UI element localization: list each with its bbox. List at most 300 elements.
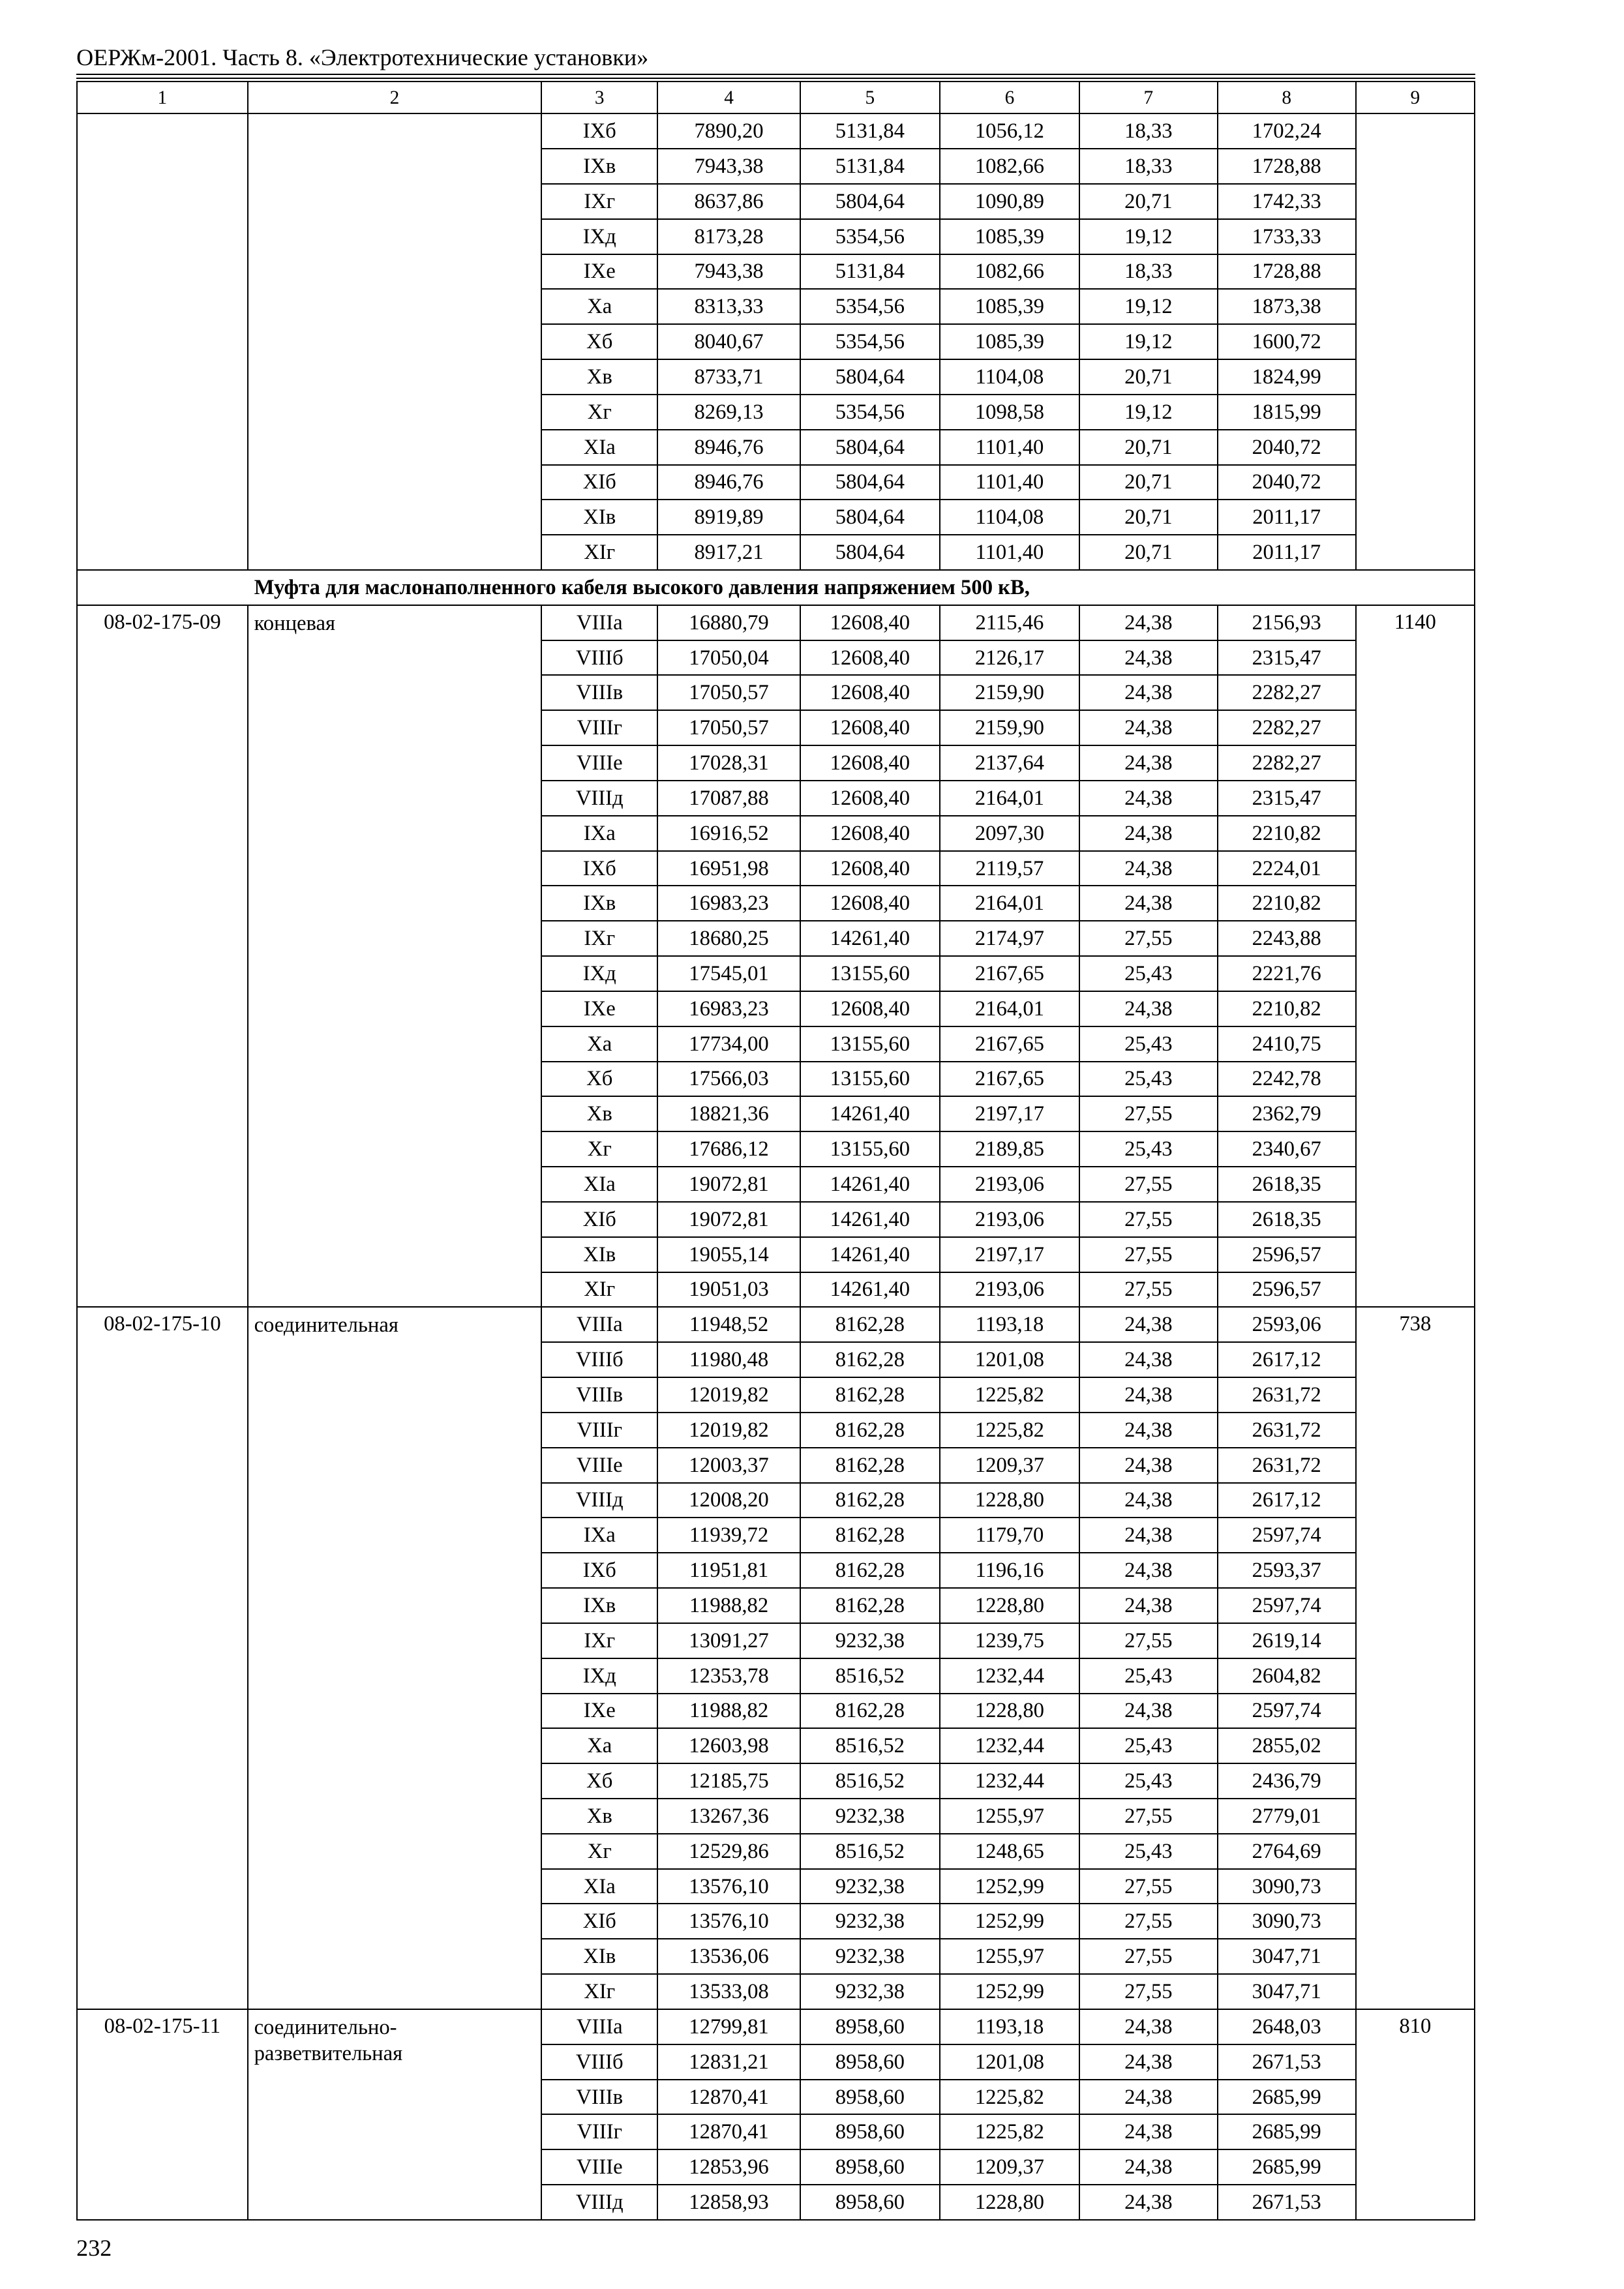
machinist-wage-cell: 24,38 <box>1079 710 1218 745</box>
running-header: ОЕРЖм-2001. Часть 8. «Электротехнические установки» <box>76 44 649 70</box>
material-cost-cell: 1600,72 <box>1218 324 1356 359</box>
machinist-wage-cell: 20,71 <box>1079 184 1218 219</box>
total-cost-cell: 12008,20 <box>657 1483 800 1518</box>
labor-cost-cell: 12608,40 <box>800 605 940 640</box>
total-cost-cell: 12603,98 <box>657 1728 800 1763</box>
variant-cell: XIа <box>541 430 657 465</box>
machine-cost-cell: 1255,97 <box>940 1799 1079 1834</box>
total-cost-cell: 8173,28 <box>657 219 800 254</box>
total-cost-cell: 16880,79 <box>657 605 800 640</box>
weight-cell: 810 <box>1356 2009 1475 2220</box>
column-number-cell: 5 <box>800 82 940 113</box>
machine-cost-cell: 1101,40 <box>940 465 1079 500</box>
material-cost-cell: 2593,06 <box>1218 1307 1356 1342</box>
machine-cost-cell: 2164,01 <box>940 886 1079 921</box>
variant-cell: XIа <box>541 1869 657 1904</box>
material-cost-cell: 3090,73 <box>1218 1904 1356 1939</box>
total-cost-cell: 7943,38 <box>657 149 800 184</box>
total-cost-cell: 19072,81 <box>657 1167 800 1202</box>
variant-cell: VIIIд <box>541 781 657 816</box>
variant-cell: VIIIв <box>541 1377 657 1413</box>
column-number-cell: 7 <box>1079 82 1218 113</box>
variant-cell: IXг <box>541 184 657 219</box>
machine-cost-cell: 2159,90 <box>940 710 1079 745</box>
header-rule <box>76 74 1475 75</box>
variant-cell: VIIIг <box>541 2114 657 2149</box>
column-number-cell: 4 <box>657 82 800 113</box>
machinist-wage-cell: 18,33 <box>1079 113 1218 149</box>
total-cost-cell: 17050,57 <box>657 675 800 710</box>
variant-cell: IXа <box>541 1518 657 1553</box>
labor-cost-cell: 5131,84 <box>800 254 940 290</box>
labor-cost-cell: 13155,60 <box>800 1062 940 1097</box>
total-cost-cell: 16983,23 <box>657 886 800 921</box>
machine-cost-cell: 1228,80 <box>940 1694 1079 1729</box>
variant-cell: XIб <box>541 465 657 500</box>
machinist-wage-cell: 27,55 <box>1079 1167 1218 1202</box>
labor-cost-cell: 9232,38 <box>800 1869 940 1904</box>
page-number: 232 <box>76 2235 112 2262</box>
machinist-wage-cell: 24,38 <box>1079 1413 1218 1448</box>
machinist-wage-cell: 24,38 <box>1079 886 1218 921</box>
labor-cost-cell: 12608,40 <box>800 851 940 886</box>
machine-cost-cell: 2126,17 <box>940 640 1079 676</box>
variant-cell: IXг <box>541 921 657 956</box>
column-number-cell: 3 <box>541 82 657 113</box>
machinist-wage-cell: 24,38 <box>1079 605 1218 640</box>
material-cost-cell: 1728,88 <box>1218 149 1356 184</box>
labor-cost-cell: 14261,40 <box>800 1202 940 1237</box>
labor-cost-cell: 8162,28 <box>800 1307 940 1342</box>
material-cost-cell: 1742,33 <box>1218 184 1356 219</box>
column-number-cell: 6 <box>940 82 1079 113</box>
name-cell: соединительно-разветвительная <box>248 2009 542 2220</box>
material-cost-cell: 2685,99 <box>1218 2149 1356 2185</box>
material-cost-cell: 2282,27 <box>1218 675 1356 710</box>
labor-cost-cell: 9232,38 <box>800 1974 940 2009</box>
material-cost-cell: 2619,14 <box>1218 1623 1356 1658</box>
total-cost-cell: 17050,04 <box>657 640 800 676</box>
machine-cost-cell: 1193,18 <box>940 2009 1079 2044</box>
machine-cost-cell: 1232,44 <box>940 1763 1079 1799</box>
total-cost-cell: 12870,41 <box>657 2114 800 2149</box>
weight-cell: 1140 <box>1356 605 1475 1308</box>
material-cost-cell: 2156,93 <box>1218 605 1356 640</box>
machinist-wage-cell: 24,38 <box>1079 1307 1218 1342</box>
name-cell: концевая <box>248 605 542 1308</box>
machinist-wage-cell: 24,38 <box>1079 1342 1218 1377</box>
machine-cost-cell: 1228,80 <box>940 1483 1079 1518</box>
machinist-wage-cell: 24,38 <box>1079 1694 1218 1729</box>
machine-cost-cell: 1056,12 <box>940 113 1079 149</box>
code-cell: 08-02-175-09 <box>77 605 247 1308</box>
labor-cost-cell: 5804,64 <box>800 430 940 465</box>
material-cost-cell: 2282,27 <box>1218 745 1356 781</box>
machine-cost-cell: 1255,97 <box>940 1939 1079 1974</box>
machinist-wage-cell: 24,38 <box>1079 745 1218 781</box>
machinist-wage-cell: 25,43 <box>1079 1062 1218 1097</box>
labor-cost-cell: 8516,52 <box>800 1834 940 1869</box>
labor-cost-cell: 12608,40 <box>800 781 940 816</box>
material-cost-cell: 3090,73 <box>1218 1869 1356 1904</box>
variant-cell: VIIIг <box>541 1413 657 1448</box>
variant-cell: VIIIб <box>541 640 657 676</box>
total-cost-cell: 13576,10 <box>657 1904 800 1939</box>
labor-cost-cell: 5354,56 <box>800 324 940 359</box>
labor-cost-cell: 13155,60 <box>800 1131 940 1167</box>
variant-cell: IXд <box>541 219 657 254</box>
machinist-wage-cell: 25,43 <box>1079 1131 1218 1167</box>
total-cost-cell: 8269,13 <box>657 395 800 430</box>
machine-cost-cell: 1104,08 <box>940 500 1079 535</box>
total-cost-cell: 13091,27 <box>657 1623 800 1658</box>
machinist-wage-cell: 24,38 <box>1079 781 1218 816</box>
machinist-wage-cell: 19,12 <box>1079 395 1218 430</box>
material-cost-cell: 2315,47 <box>1218 640 1356 676</box>
machine-cost-cell: 2119,57 <box>940 851 1079 886</box>
total-cost-cell: 11988,82 <box>657 1694 800 1729</box>
total-cost-cell: 12353,78 <box>657 1658 800 1694</box>
material-cost-cell: 2597,74 <box>1218 1588 1356 1623</box>
labor-cost-cell: 12608,40 <box>800 640 940 676</box>
machine-cost-cell: 1248,65 <box>940 1834 1079 1869</box>
variant-cell: IXа <box>541 816 657 851</box>
total-cost-cell: 8919,89 <box>657 500 800 535</box>
variant-cell: IXг <box>541 1623 657 1658</box>
machinist-wage-cell: 25,43 <box>1079 1763 1218 1799</box>
material-cost-cell: 1733,33 <box>1218 219 1356 254</box>
material-cost-cell: 3047,71 <box>1218 1974 1356 2009</box>
total-cost-cell: 11939,72 <box>657 1518 800 1553</box>
labor-cost-cell: 9232,38 <box>800 1904 940 1939</box>
name-cell <box>248 113 542 570</box>
labor-cost-cell: 8162,28 <box>800 1342 940 1377</box>
variant-cell: VIIIб <box>541 1342 657 1377</box>
labor-cost-cell: 5804,64 <box>800 184 940 219</box>
labor-cost-cell: 12608,40 <box>800 745 940 781</box>
machine-cost-cell: 2159,90 <box>940 675 1079 710</box>
labor-cost-cell: 5804,64 <box>800 465 940 500</box>
machinist-wage-cell: 24,38 <box>1079 2185 1218 2220</box>
machinist-wage-cell: 24,38 <box>1079 1588 1218 1623</box>
header-rule <box>76 78 1475 79</box>
machine-cost-cell: 1193,18 <box>940 1307 1079 1342</box>
material-cost-cell: 2410,75 <box>1218 1026 1356 1062</box>
weight-cell: 738 <box>1356 1307 1475 2009</box>
machinist-wage-cell: 24,38 <box>1079 2149 1218 2185</box>
total-cost-cell: 8040,67 <box>657 324 800 359</box>
variant-cell: Xб <box>541 1062 657 1097</box>
table-row <box>77 1307 1475 1342</box>
labor-cost-cell: 12608,40 <box>800 886 940 921</box>
material-cost-cell: 2224,01 <box>1218 851 1356 886</box>
labor-cost-cell: 8958,60 <box>800 2009 940 2044</box>
column-number-cell: 8 <box>1218 82 1356 113</box>
total-cost-cell: 19051,03 <box>657 1272 800 1308</box>
material-cost-cell: 1728,88 <box>1218 254 1356 290</box>
material-cost-cell: 2671,53 <box>1218 2044 1356 2080</box>
machine-cost-cell: 2167,65 <box>940 1062 1079 1097</box>
labor-cost-cell: 8162,28 <box>800 1553 940 1588</box>
total-cost-cell: 8733,71 <box>657 359 800 395</box>
material-cost-cell: 2604,82 <box>1218 1658 1356 1694</box>
section-title: Муфта для маслонаполненного кабеля высокого давления напряжением 500 кВ, <box>77 570 1475 605</box>
labor-cost-cell: 8958,60 <box>800 2114 940 2149</box>
machinist-wage-cell: 20,71 <box>1079 535 1218 570</box>
machine-cost-cell: 2197,17 <box>940 1237 1079 1272</box>
variant-cell: IXб <box>541 113 657 149</box>
machine-cost-cell: 2115,46 <box>940 605 1079 640</box>
variant-cell: XIг <box>541 1974 657 2009</box>
machine-cost-cell: 2097,30 <box>940 816 1079 851</box>
labor-cost-cell: 5804,64 <box>800 359 940 395</box>
machine-cost-cell: 2197,17 <box>940 1096 1079 1131</box>
material-cost-cell: 2593,37 <box>1218 1553 1356 1588</box>
labor-cost-cell: 14261,40 <box>800 1272 940 1308</box>
variant-cell: Xв <box>541 359 657 395</box>
machine-cost-cell: 1179,70 <box>940 1518 1079 1553</box>
machine-cost-cell: 1090,89 <box>940 184 1079 219</box>
total-cost-cell: 17686,12 <box>657 1131 800 1167</box>
variant-cell: XIг <box>541 1272 657 1308</box>
machinist-wage-cell: 27,55 <box>1079 1096 1218 1131</box>
labor-cost-cell: 8162,28 <box>800 1694 940 1729</box>
variant-cell: VIIIб <box>541 2044 657 2080</box>
machinist-wage-cell: 24,38 <box>1079 1448 1218 1483</box>
name-cell: соединительная <box>248 1307 542 2009</box>
machinist-wage-cell: 18,33 <box>1079 254 1218 290</box>
material-cost-cell: 2596,57 <box>1218 1237 1356 1272</box>
machinist-wage-cell: 27,55 <box>1079 1939 1218 1974</box>
variant-cell: Xг <box>541 395 657 430</box>
material-cost-cell: 2210,82 <box>1218 991 1356 1026</box>
variant-cell: Xв <box>541 1096 657 1131</box>
material-cost-cell: 2779,01 <box>1218 1799 1356 1834</box>
material-cost-cell: 2618,35 <box>1218 1202 1356 1237</box>
labor-cost-cell: 14261,40 <box>800 1096 940 1131</box>
labor-cost-cell: 5131,84 <box>800 149 940 184</box>
total-cost-cell: 12529,86 <box>657 1834 800 1869</box>
variant-cell: Xа <box>541 1026 657 1062</box>
material-cost-cell: 2631,72 <box>1218 1448 1356 1483</box>
variant-cell: XIб <box>541 1202 657 1237</box>
material-cost-cell: 2210,82 <box>1218 886 1356 921</box>
material-cost-cell: 2243,88 <box>1218 921 1356 956</box>
machine-cost-cell: 1201,08 <box>940 1342 1079 1377</box>
labor-cost-cell: 8516,52 <box>800 1763 940 1799</box>
material-cost-cell: 3047,71 <box>1218 1939 1356 1974</box>
machinist-wage-cell: 24,38 <box>1079 1518 1218 1553</box>
labor-cost-cell: 5354,56 <box>800 289 940 324</box>
machinist-wage-cell: 24,38 <box>1079 675 1218 710</box>
machinist-wage-cell: 19,12 <box>1079 289 1218 324</box>
machinist-wage-cell: 24,38 <box>1079 1553 1218 1588</box>
table-row <box>77 605 1475 640</box>
total-cost-cell: 8946,76 <box>657 430 800 465</box>
machine-cost-cell: 2174,97 <box>940 921 1079 956</box>
labor-cost-cell: 14261,40 <box>800 921 940 956</box>
machine-cost-cell: 2164,01 <box>940 991 1079 1026</box>
table-body <box>77 82 1475 2220</box>
total-cost-cell: 19055,14 <box>657 1237 800 1272</box>
labor-cost-cell: 8958,60 <box>800 2044 940 2080</box>
variant-cell: VIIIа <box>541 605 657 640</box>
total-cost-cell: 12003,37 <box>657 1448 800 1483</box>
variant-cell: VIIIв <box>541 675 657 710</box>
labor-cost-cell: 5354,56 <box>800 219 940 254</box>
machine-cost-cell: 1101,40 <box>940 535 1079 570</box>
machinist-wage-cell: 27,55 <box>1079 1869 1218 1904</box>
variant-cell: XIа <box>541 1167 657 1202</box>
labor-cost-cell: 8162,28 <box>800 1377 940 1413</box>
column-number-cell: 2 <box>248 82 542 113</box>
machine-cost-cell: 1232,44 <box>940 1658 1079 1694</box>
machine-cost-cell: 1085,39 <box>940 289 1079 324</box>
total-cost-cell: 17050,57 <box>657 710 800 745</box>
total-cost-cell: 17545,01 <box>657 956 800 991</box>
machine-cost-cell: 2193,06 <box>940 1167 1079 1202</box>
total-cost-cell: 11980,48 <box>657 1342 800 1377</box>
total-cost-cell: 12019,82 <box>657 1377 800 1413</box>
machinist-wage-cell: 27,55 <box>1079 1974 1218 2009</box>
machine-cost-cell: 1225,82 <box>940 1413 1079 1448</box>
material-cost-cell: 2597,74 <box>1218 1694 1356 1729</box>
labor-cost-cell: 5131,84 <box>800 113 940 149</box>
total-cost-cell: 8637,86 <box>657 184 800 219</box>
material-cost-cell: 1815,99 <box>1218 395 1356 430</box>
machine-cost-cell: 2189,85 <box>940 1131 1079 1167</box>
machinist-wage-cell: 25,43 <box>1079 1658 1218 1694</box>
machinist-wage-cell: 24,38 <box>1079 1483 1218 1518</box>
total-cost-cell: 18680,25 <box>657 921 800 956</box>
machine-cost-cell: 1239,75 <box>940 1623 1079 1658</box>
labor-cost-cell: 8958,60 <box>800 2149 940 2185</box>
material-cost-cell: 1873,38 <box>1218 289 1356 324</box>
variant-cell: VIIIг <box>541 710 657 745</box>
material-cost-cell: 2648,03 <box>1218 2009 1356 2044</box>
section-title-row <box>77 570 1475 605</box>
total-cost-cell: 12853,96 <box>657 2149 800 2185</box>
total-cost-cell: 18821,36 <box>657 1096 800 1131</box>
machinist-wage-cell: 24,38 <box>1079 816 1218 851</box>
machinist-wage-cell: 27,55 <box>1079 1272 1218 1308</box>
machine-cost-cell: 1232,44 <box>940 1728 1079 1763</box>
column-number-row <box>77 82 1475 113</box>
total-cost-cell: 7943,38 <box>657 254 800 290</box>
table-row <box>77 2009 1475 2044</box>
total-cost-cell: 16916,52 <box>657 816 800 851</box>
variant-cell: IXв <box>541 886 657 921</box>
labor-cost-cell: 9232,38 <box>800 1939 940 1974</box>
machinist-wage-cell: 27,55 <box>1079 921 1218 956</box>
labor-cost-cell: 12608,40 <box>800 991 940 1026</box>
variant-cell: XIб <box>541 1904 657 1939</box>
machine-cost-cell: 1225,82 <box>940 1377 1079 1413</box>
code-cell: 08-02-175-11 <box>77 2009 247 2220</box>
total-cost-cell: 7890,20 <box>657 113 800 149</box>
machinist-wage-cell: 27,55 <box>1079 1904 1218 1939</box>
material-cost-cell: 2855,02 <box>1218 1728 1356 1763</box>
machine-cost-cell: 1101,40 <box>940 430 1079 465</box>
total-cost-cell: 16983,23 <box>657 991 800 1026</box>
variant-cell: Xа <box>541 289 657 324</box>
machine-cost-cell: 1082,66 <box>940 149 1079 184</box>
machine-cost-cell: 1252,99 <box>940 1974 1079 2009</box>
total-cost-cell: 12019,82 <box>657 1413 800 1448</box>
machine-cost-cell: 1082,66 <box>940 254 1079 290</box>
material-cost-cell: 2617,12 <box>1218 1342 1356 1377</box>
total-cost-cell: 12799,81 <box>657 2009 800 2044</box>
machine-cost-cell: 1104,08 <box>940 359 1079 395</box>
variant-cell: VIIIд <box>541 1483 657 1518</box>
machine-cost-cell: 1209,37 <box>940 1448 1079 1483</box>
variant-cell: XIв <box>541 1237 657 1272</box>
variant-cell: IXв <box>541 149 657 184</box>
labor-cost-cell: 9232,38 <box>800 1799 940 1834</box>
labor-cost-cell: 8162,28 <box>800 1588 940 1623</box>
machine-cost-cell: 1225,82 <box>940 2080 1079 2115</box>
labor-cost-cell: 13155,60 <box>800 956 940 991</box>
machinist-wage-cell: 24,38 <box>1079 2044 1218 2080</box>
machinist-wage-cell: 20,71 <box>1079 430 1218 465</box>
variant-cell: VIIIе <box>541 745 657 781</box>
material-cost-cell: 2315,47 <box>1218 781 1356 816</box>
machine-cost-cell: 1252,99 <box>940 1904 1079 1939</box>
machinist-wage-cell: 24,38 <box>1079 1377 1218 1413</box>
column-number-cell: 9 <box>1356 82 1475 113</box>
machine-cost-cell: 1196,16 <box>940 1553 1079 1588</box>
variant-cell: Xа <box>541 1728 657 1763</box>
total-cost-cell: 12870,41 <box>657 2080 800 2115</box>
code-cell <box>77 113 247 570</box>
machine-cost-cell: 1085,39 <box>940 324 1079 359</box>
machinist-wage-cell: 24,38 <box>1079 2114 1218 2149</box>
variant-cell: XIв <box>541 500 657 535</box>
material-cost-cell: 2011,17 <box>1218 500 1356 535</box>
material-cost-cell: 2436,79 <box>1218 1763 1356 1799</box>
code-cell: 08-02-175-10 <box>77 1307 247 2009</box>
machinist-wage-cell: 24,38 <box>1079 2009 1218 2044</box>
variant-cell: XIг <box>541 535 657 570</box>
machine-cost-cell: 1201,08 <box>940 2044 1079 2080</box>
machinist-wage-cell: 18,33 <box>1079 149 1218 184</box>
material-cost-cell: 2685,99 <box>1218 2114 1356 2149</box>
material-cost-cell: 2671,53 <box>1218 2185 1356 2220</box>
variant-cell: IXд <box>541 956 657 991</box>
labor-cost-cell: 12608,40 <box>800 675 940 710</box>
machine-cost-cell: 1228,80 <box>940 1588 1079 1623</box>
variant-cell: Xб <box>541 324 657 359</box>
machinist-wage-cell: 24,38 <box>1079 851 1218 886</box>
total-cost-cell: 17028,31 <box>657 745 800 781</box>
total-cost-cell: 13576,10 <box>657 1869 800 1904</box>
material-cost-cell: 2685,99 <box>1218 2080 1356 2115</box>
labor-cost-cell: 5354,56 <box>800 395 940 430</box>
total-cost-cell: 8946,76 <box>657 465 800 500</box>
labor-cost-cell: 8958,60 <box>800 2185 940 2220</box>
total-cost-cell: 16951,98 <box>657 851 800 886</box>
labor-cost-cell: 9232,38 <box>800 1623 940 1658</box>
variant-cell: IXе <box>541 991 657 1026</box>
machine-cost-cell: 2167,65 <box>940 1026 1079 1062</box>
labor-cost-cell: 5804,64 <box>800 500 940 535</box>
material-cost-cell: 2617,12 <box>1218 1483 1356 1518</box>
machinist-wage-cell: 20,71 <box>1079 465 1218 500</box>
variant-cell: VIIIа <box>541 1307 657 1342</box>
labor-cost-cell: 5804,64 <box>800 535 940 570</box>
machine-cost-cell: 1098,58 <box>940 395 1079 430</box>
total-cost-cell: 11951,81 <box>657 1553 800 1588</box>
